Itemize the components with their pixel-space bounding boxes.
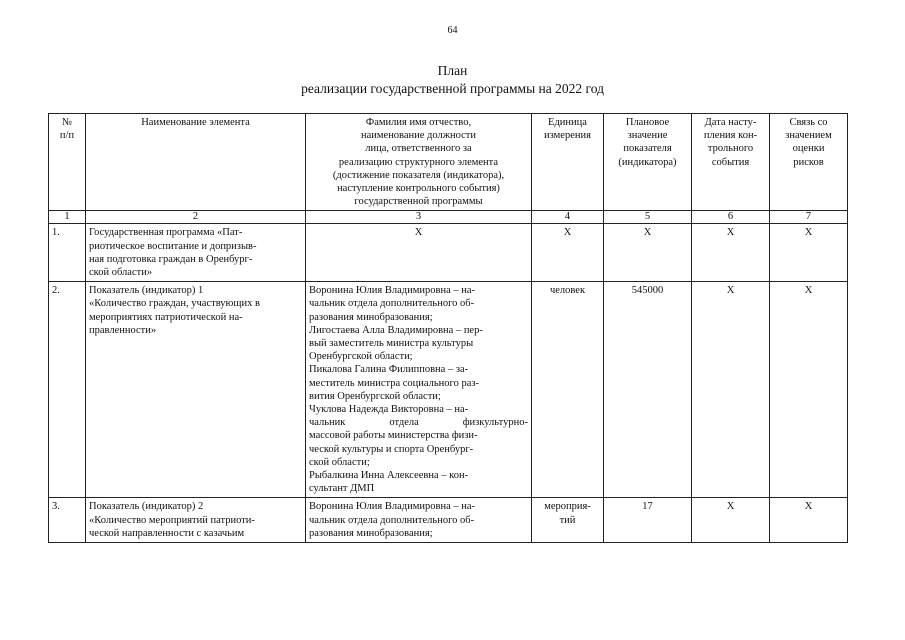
table-row xyxy=(49,282,848,498)
row-element-name: Государственная программа «Пат- риотическое воспитание и допризыв- ная подготовка граждан в Оренбург- ской области» xyxy=(86,224,306,282)
row-event-date: Х xyxy=(692,282,770,498)
column-number: 7 xyxy=(770,211,848,224)
row-number: 1. xyxy=(49,224,86,282)
column-number-row xyxy=(49,211,848,224)
title-line-1: План xyxy=(437,63,468,78)
row-unit: Х xyxy=(532,224,604,282)
row-number: 3. xyxy=(49,498,86,543)
document-title xyxy=(0,62,905,98)
row-responsible-person: Воронина Юлия Владимировна – на- чальник отдела дополнительного об- разования минобразования; Лигостаева Алла Владимировна – пер- вый заместитель министра культуры Оренбургской области; Пикалова Галина Филипповна – за- меститель министра социального раз- вития Оренбургской области; Чуклова Надежда Викторовна – на- чальник отдела физкультурно- массовой работы министерства физи- ческой культуры и спорта Оренбург- ской области; Рыбалкина Инна Алексеевна – кон- сультант ДМП xyxy=(306,282,532,498)
column-number: 1 xyxy=(49,211,86,224)
header-risk-link: Связь со значением оценки рисков xyxy=(770,114,848,211)
header-element-name: Наименование элемента xyxy=(86,114,306,211)
row-planned-value: 17 xyxy=(604,498,692,543)
column-number: 5 xyxy=(604,211,692,224)
row-planned-value: 545000 xyxy=(604,282,692,498)
row-risk-link: Х xyxy=(770,224,848,282)
column-number: 6 xyxy=(692,211,770,224)
page-number: 64 xyxy=(447,25,458,36)
header-event-date: Дата насту- пления кон- трольного события xyxy=(692,114,770,211)
column-number: 2 xyxy=(86,211,306,224)
header-number: № п/п xyxy=(49,114,86,211)
row-responsible-person: Х xyxy=(306,224,532,282)
row-unit: человек xyxy=(532,282,604,498)
header-unit: Единица измерения xyxy=(532,114,604,211)
table-row xyxy=(49,498,848,543)
row-planned-value: Х xyxy=(604,224,692,282)
row-number: 2. xyxy=(49,282,86,498)
header-planned-value: Плановое значение показателя (индикатора) xyxy=(604,114,692,211)
row-risk-link: Х xyxy=(770,498,848,543)
plan-table xyxy=(48,113,848,543)
row-element-name: Показатель (индикатор) 1 «Количество граждан, участвующих в мероприятиях патриотической на- правленности» xyxy=(86,282,306,498)
row-responsible-person: Воронина Юлия Владимировна – на- чальник отдела дополнительного об- разования минобразования; xyxy=(306,498,532,543)
row-risk-link: Х xyxy=(770,282,848,498)
header-row xyxy=(49,114,848,211)
column-number: 3 xyxy=(306,211,532,224)
row-event-date: Х xyxy=(692,224,770,282)
table-row xyxy=(49,224,848,282)
header-responsible-person: Фамилия имя отчество, наименование должности лица, ответственного за реализацию структурного элемента (достижение показателя (индикатора), наступление контрольного события) государственной программы xyxy=(306,114,532,211)
row-element-name: Показатель (индикатор) 2 «Количество мероприятий патриоти- ческой направленности с казачьим xyxy=(86,498,306,543)
row-event-date: Х xyxy=(692,498,770,543)
title-line-2: реализации государственной программы на 2022 год xyxy=(301,81,604,96)
column-number: 4 xyxy=(532,211,604,224)
row-unit: мероприя- тий xyxy=(532,498,604,543)
